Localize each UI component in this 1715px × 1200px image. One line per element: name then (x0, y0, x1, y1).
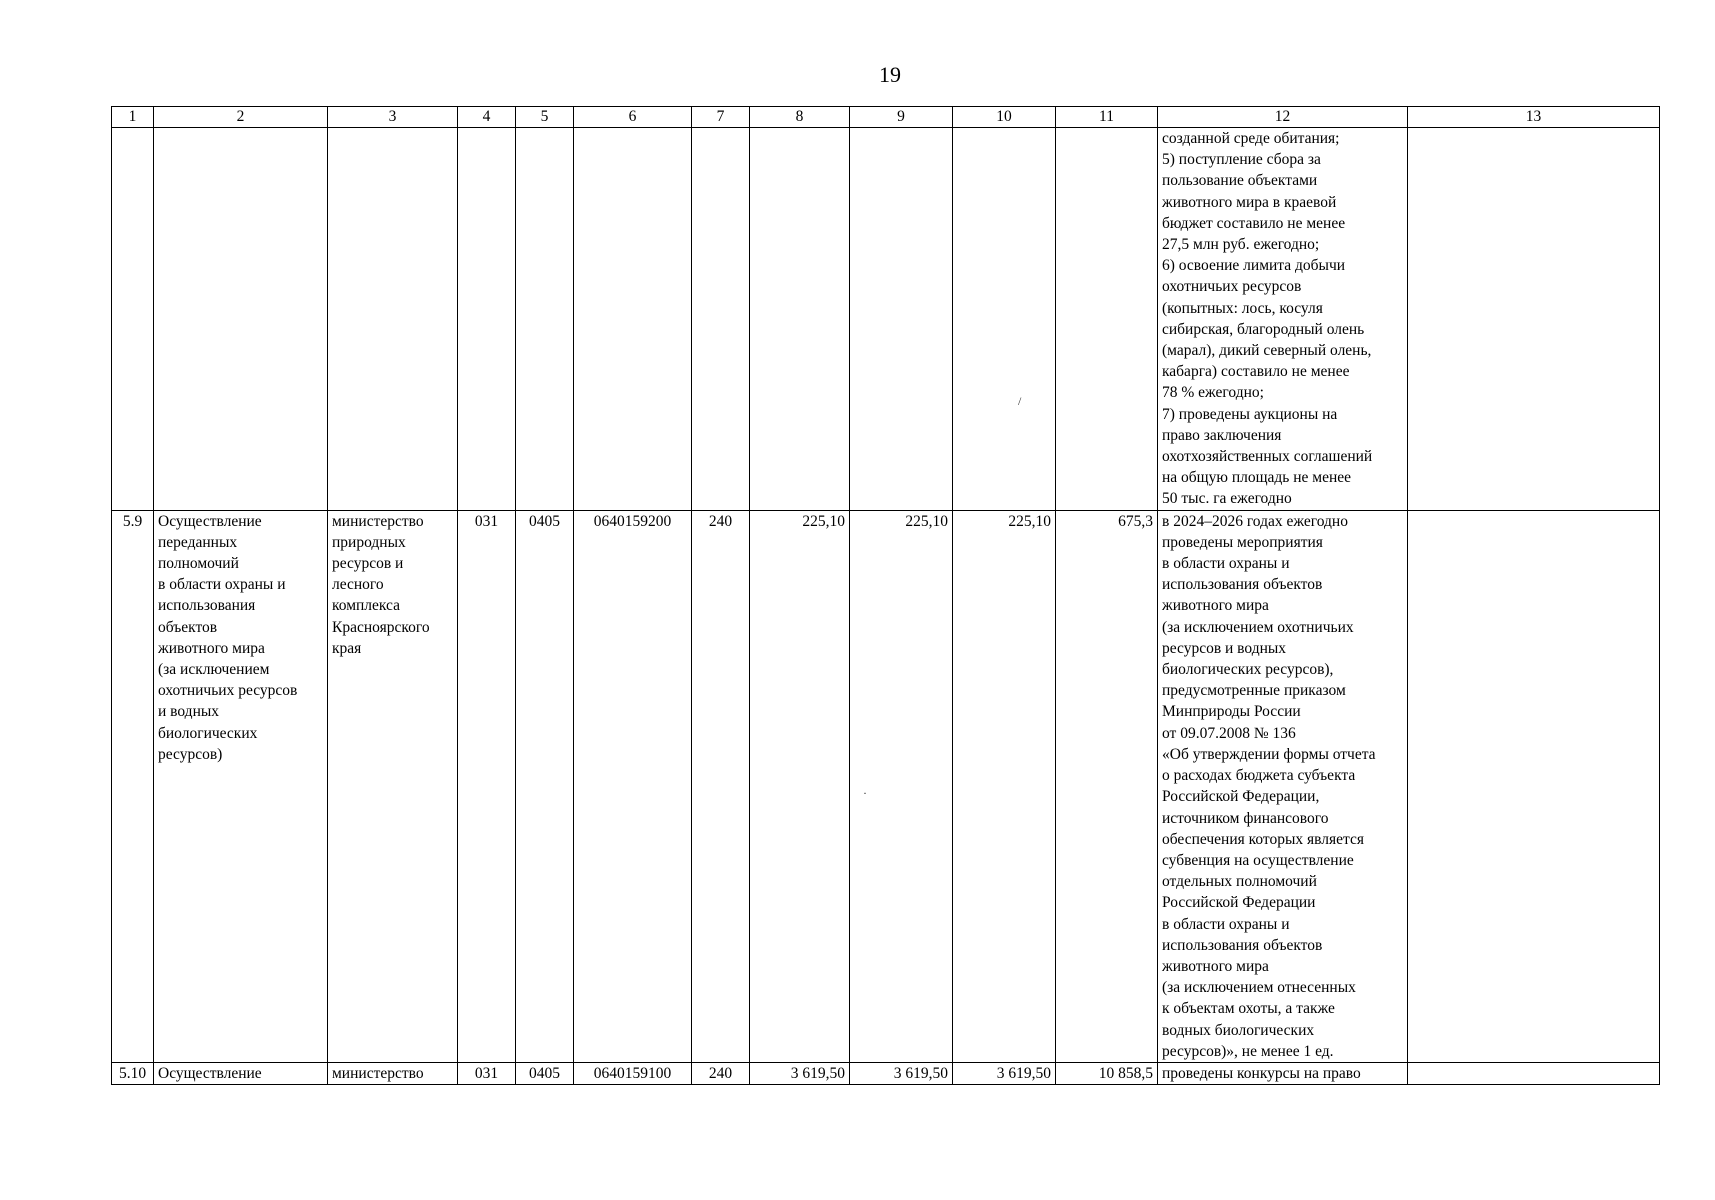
scan-speck-dot: · (863, 786, 867, 800)
column-13-cell (1408, 128, 1660, 511)
section-code-cell: 0405 (516, 510, 574, 1062)
activity-name-cell: Осуществление переданных полномочий в области охраны и использования объектов животного мира (за исключением охотничьих ресурсов и водных биологических ресурсов) (154, 510, 328, 1062)
amount-year3-cell: 225,10 (953, 510, 1056, 1062)
activity-name-cell (154, 128, 328, 511)
table-row-5-9 (112, 510, 1660, 1062)
row-number-cell (112, 128, 154, 511)
header-cell-9: 9 (850, 107, 953, 128)
amount-total-cell (1056, 128, 1158, 511)
scan-speck-mark: / (1018, 394, 1022, 408)
header-cell-10: 10 (953, 107, 1056, 128)
expected-result-cell: в 2024–2026 годах ежегодно проведены мероприятия в области охраны и использования объектов животного мира (за исключением охотничьих ресурсов и водных биологических ресурсов), предусмотренные приказом Минприроды России от 09.07.2008 № 136 «Об утверждении формы отчета о расходах бюджета субъекта Российской Федерации, источником финансового обеспечения которых является субвенция на осуществление отдельных полномочий Российской Федерации в области охраны и использования объектов животного мира (за исключением отнесенных к объектам охоты, а также водных биологических ресурсов)», не менее 1 ед. (1158, 510, 1408, 1062)
header-cell-3: 3 (328, 107, 458, 128)
amount-total-cell: 675,3 (1056, 510, 1158, 1062)
page-number: 19 (879, 62, 901, 87)
column-13-cell (1408, 1062, 1660, 1084)
header-cell-1: 1 (112, 107, 154, 128)
header-cell-13: 13 (1408, 107, 1660, 128)
amount-year1-cell: 3 619,50 (750, 1062, 850, 1084)
expense-type-cell: 240 (692, 510, 750, 1062)
executor-cell: министерство природных ресурсов и лесного комплекса Красноярского края (328, 510, 458, 1062)
expected-result-cell: проведены конкурсы на право (1158, 1062, 1408, 1084)
table-row-5-10 (112, 1062, 1660, 1084)
section-code-cell: 0405 (516, 1062, 574, 1084)
activity-name-cell: Осуществление (154, 1062, 328, 1084)
amount-year2-cell: 3 619,50 (850, 1062, 953, 1084)
header-cell-8: 8 (750, 107, 850, 128)
section-code-cell (516, 128, 574, 511)
column-13-cell (1408, 510, 1660, 1062)
executor-cell (328, 128, 458, 511)
grbs-code-cell (458, 128, 516, 511)
target-article-cell (574, 128, 692, 511)
amount-year3-cell (953, 128, 1056, 511)
amount-year2-cell (850, 128, 953, 511)
grbs-code-cell: 031 (458, 510, 516, 1062)
target-article-cell: 0640159100 (574, 1062, 692, 1084)
header-row (112, 107, 1660, 128)
row-number-cell: 5.9 (112, 510, 154, 1062)
program-activities-table (111, 106, 1660, 1085)
header-cell-4: 4 (458, 107, 516, 128)
amount-year2-cell: 225,10 (850, 510, 953, 1062)
header-cell-11: 11 (1056, 107, 1158, 128)
expense-type-cell: 240 (692, 1062, 750, 1084)
amount-total-cell: 10 858,5 (1056, 1062, 1158, 1084)
header-cell-2: 2 (154, 107, 328, 128)
table-row-continuation (112, 128, 1660, 511)
row-number-cell: 5.10 (112, 1062, 154, 1084)
amount-year1-cell (750, 128, 850, 511)
expected-result-cell: созданной среде обитания; 5) поступление сбора за пользование объектами животного мира в краевой бюджет составило не менее 27,5 млн руб. ежегодно; 6) освоение лимита добычи охотничьих ресурсов (копытных: лось, косуля сибирская, благородный олень (марал), дикий северный олень, кабарга) составило не менее 78 % ежегодно; 7) проведены аукционы на право заключения охотхозяйственных соглашений на общую площадь не менее 50 тыс. га ежегодно (1158, 128, 1408, 511)
amount-year1-cell: 225,10 (750, 510, 850, 1062)
header-cell-5: 5 (516, 107, 574, 128)
expense-type-cell (692, 128, 750, 511)
grbs-code-cell: 031 (458, 1062, 516, 1084)
target-article-cell: 0640159200 (574, 510, 692, 1062)
header-cell-7: 7 (692, 107, 750, 128)
header-cell-6: 6 (574, 107, 692, 128)
executor-cell: министерство (328, 1062, 458, 1084)
header-cell-12: 12 (1158, 107, 1408, 128)
amount-year3-cell: 3 619,50 (953, 1062, 1056, 1084)
